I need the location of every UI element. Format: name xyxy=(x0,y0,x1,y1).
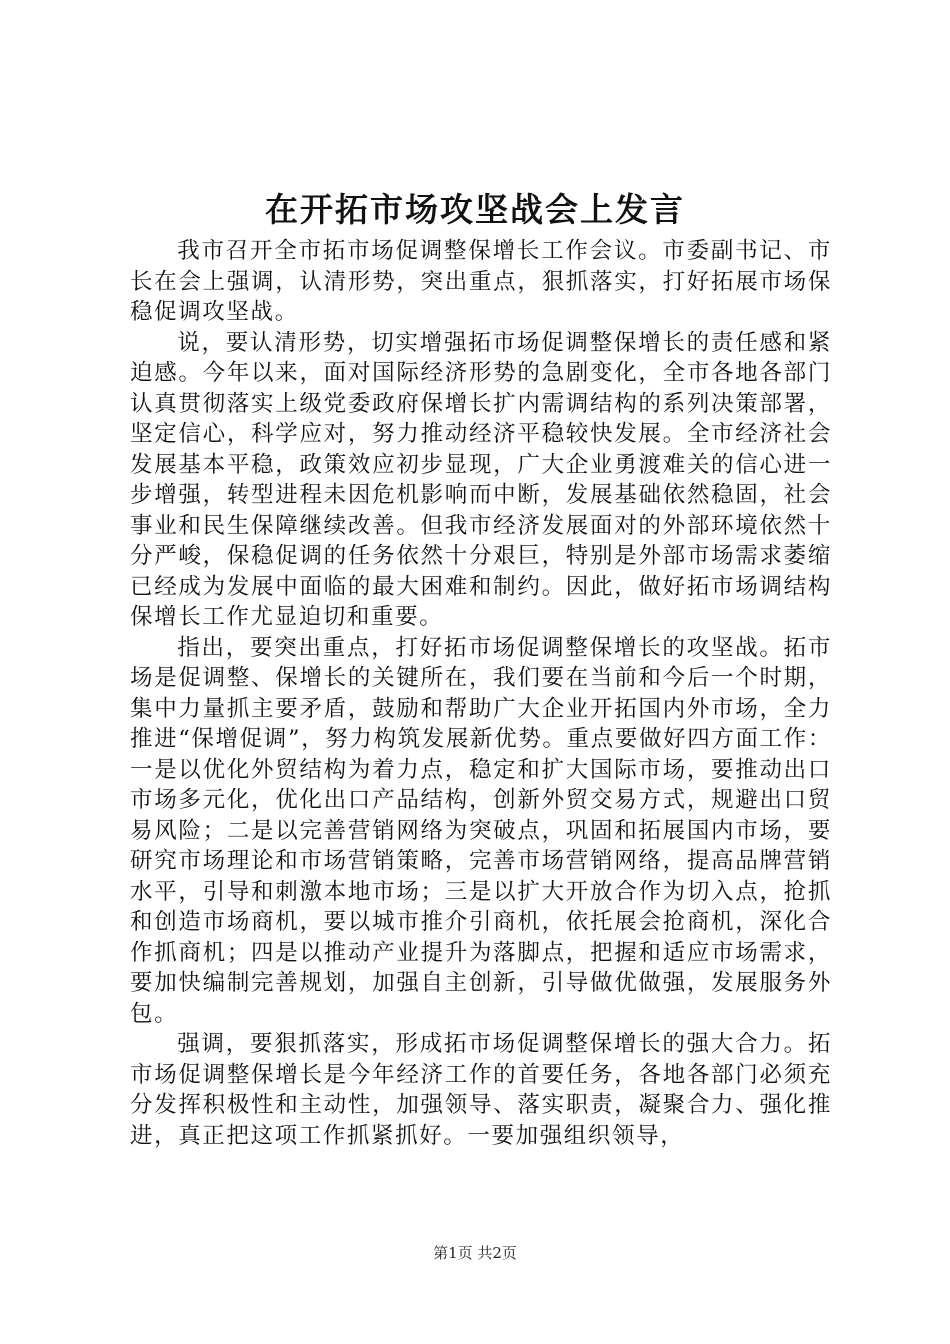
document-body xyxy=(130,236,832,1151)
document-title: 在开拓市场攻坚战会上发言 xyxy=(265,190,685,229)
paragraph-4: 强调，要狠抓落实，形成拓市场促调整保增长的强大合力。拓市场促调整保增长是今年经济工作的首要任务，各地各部门必须充分发挥积极性和主动性，加强领导、落实职责，凝聚合力、强化推进，真正把这项工作抓紧抓好。一要加强组织领导， xyxy=(130,1031,832,1149)
paragraph-3: 指出，要突出重点，打好拓市场促调整保增长的攻坚战。拓市场是促调整、保增长的关键所在，我们要在当前和今后一个时期，集中力量抓主要矛盾，鼓励和帮助广大企业开拓国内外市场，全力推进“保增促调”，努力构筑发展新优势。重点要做好四方面工作：一是以优化外贸结构为着力点，稳定和扩大国际市场，要推动出口市场多元化，优化出口产品结构，创新外贸交易方式，规避出口贸易风险；二是以完善营销网络为突破点，巩固和拓展国内市场，要研究市场理论和市场营销策略，完善市场营销网络，提高品牌营销水平，引导和刺激本地市场；三是以扩大开放合作为切入点，抢抓和创造市场商机，要以城市推介引商机，依托展会抢商机，深化合作抓商机；四是以推动产业提升为落脚点，把握和适应市场需求，要加快编制完善规划，加强自主创新，引导做优做强，发展服务外包。 xyxy=(130,634,832,1027)
paragraph-2: 说，要认清形势，切实增强拓市场促调整保增长的责任感和紧迫感。今年以来，面对国际经济形势的急剧变化，全市各地各部门认真贯彻落实上级党委政府保增长扩内需调结构的系列决策部署，坚定信心，科学应对，努力推动经济平稳较快发展。全市经济社会发展基本平稳，政策效应初步显现，广大企业勇渡难关的信心进一步增强，转型进程未因危机影响而中断，发展基础依然稳固，社会事业和民生保障继续改善。但我市经济发展面对的外部环境依然十分严峻，保稳促调的任务依然十分艰巨，特别是外部市场需求萎缩已经成为发展中面临的最大困难和制约。因此，做好拓市场调结构保增长工作尤显迫切和重要。 xyxy=(130,329,832,630)
page-footer: 第1页 共2页 xyxy=(433,1244,517,1262)
paragraph-1: 我市召开全市拓市场促调整保增长工作会议。市委副书记、市长在会上强调，认清形势，突出重点，狠抓落实，打好拓展市场保稳促调攻坚战。 xyxy=(130,238,832,325)
